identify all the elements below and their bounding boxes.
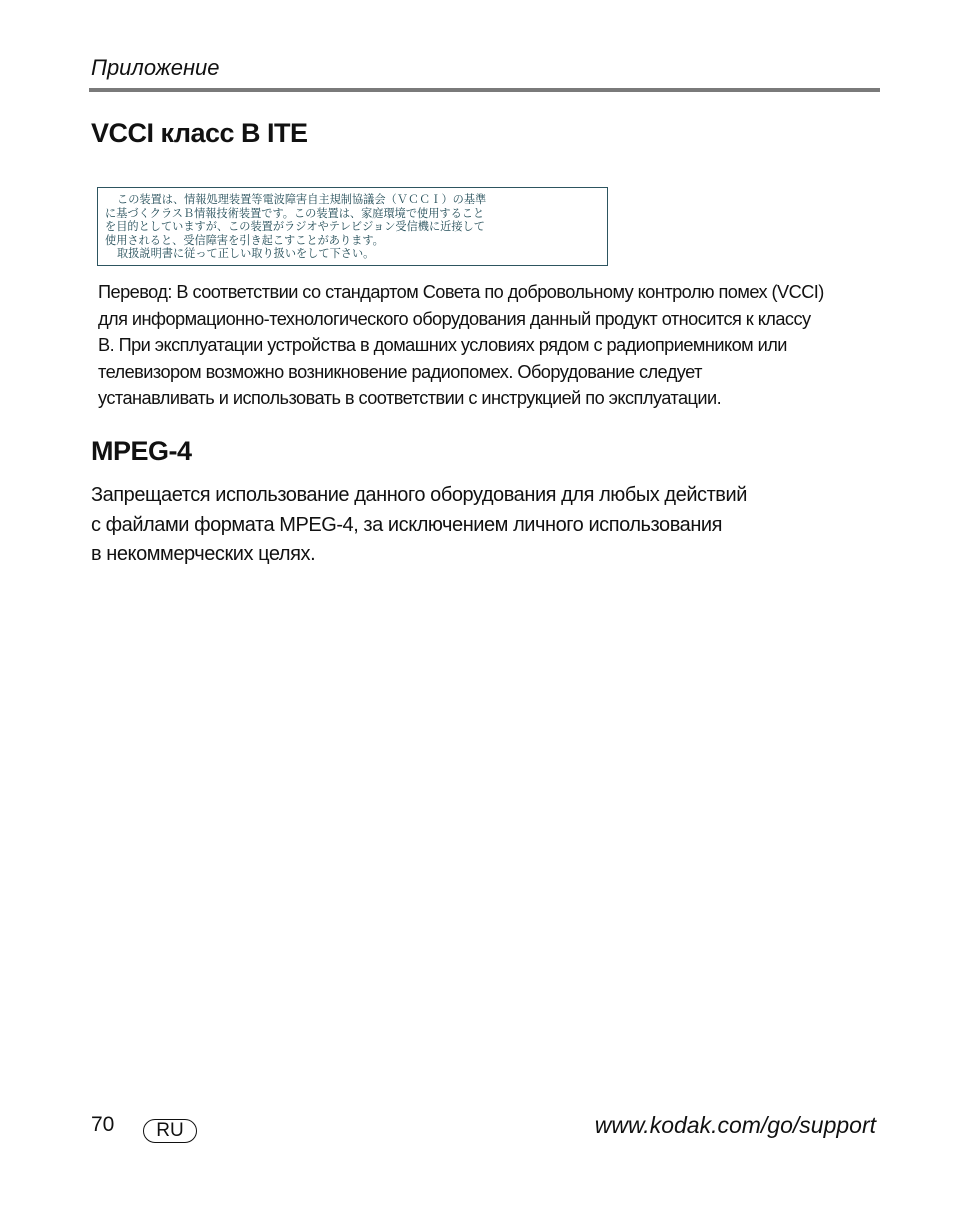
vcci-heading: VCCI класс B ITE (91, 118, 308, 148)
translation-line: B. При эксплуатации устройства в домашних условиях рядом с радиоприемником или (98, 335, 787, 356)
translation-line: устанавливать и использовать в соответствии с инструкцией по эксплуатации. (98, 388, 722, 409)
translation-line: для информационно-технологического оборудования данный продукт относится к классу (98, 308, 811, 329)
notice-line: に基づくクラスＢ情報技術装置です。この装置は、家庭環境で使用すること (105, 206, 485, 220)
translation-line: Перевод: В соответствии со стандартом Совета по добровольному контролю помех (VCCI) (98, 282, 824, 302)
notice-line: 使用されると、受信障害を引き起こすことがあります。 (105, 233, 384, 247)
mpeg-line: с файлами формата MPEG-4, за исключением личного использования (91, 513, 723, 536)
translation-line: телевизором возможно возникновение радиопомех. Оборудование следует (98, 361, 702, 382)
vcci-translation (98, 279, 883, 412)
mpeg-body (91, 481, 851, 570)
header-divider (89, 88, 880, 92)
section-header: Приложение (91, 55, 220, 80)
notice-line: 取扱説明書に従って正しい取り扱いをして下さい。 (117, 247, 375, 261)
vcci-japanese-notice (97, 187, 608, 266)
language-badge: RU (143, 1119, 197, 1143)
mpeg-heading: MPEG-4 (91, 436, 192, 466)
mpeg-line: Запрещается использование данного оборудования для любых действий (91, 484, 747, 506)
notice-line: この装置は、情報処理装置等電波障害自主規制協議会（ＶＣＣＩ）の基準 (117, 193, 487, 206)
notice-line: を目的としていますが、この装置がラジオやテレビジョン受信機に近接して (105, 220, 485, 234)
page-number: 70 (91, 1113, 115, 1136)
mpeg-line: в некоммерческих целях. (91, 543, 316, 565)
support-url: www.kodak.com/go/support (594, 1112, 876, 1138)
